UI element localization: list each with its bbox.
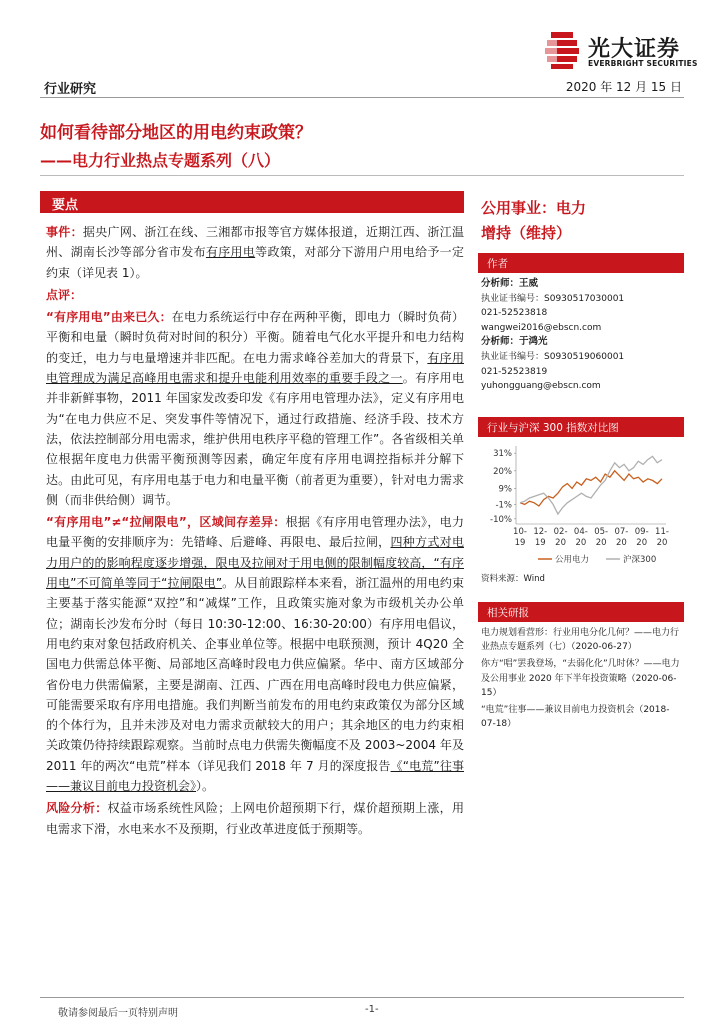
paragraph-origin-underlined: 有序用电管理成为满足高峰用电需求和提升电能利用效率的重要手段之一 (46, 350, 464, 386)
page-number: -1- (365, 1004, 379, 1015)
analyst-cert: 执业证书编号：S0930519060001 (481, 351, 625, 362)
report-date: 2020 年 12 月 15 日 (565, 80, 682, 94)
event-paragraph (46, 222, 464, 283)
legend-label: 沪深300 (623, 555, 657, 565)
x-tick-label: 12- (533, 527, 548, 537)
event-text-end: 等政策，对部分下游用户用电给予一定约束（详见表 1）。 (46, 245, 464, 280)
analyst-phone: 021-52523818 (481, 308, 548, 319)
x-tick-label: 04- (573, 527, 588, 537)
y-tick-label: -1% (495, 500, 512, 511)
analyst-phone: 021-52523819 (481, 366, 548, 377)
comment-label: 点评： (46, 287, 83, 302)
x-tick-label-year: 20 (595, 538, 607, 548)
authors-heading: 作者 (487, 258, 508, 270)
paragraph-difference (46, 512, 464, 796)
event-label: 事件： (46, 225, 83, 239)
rating-level: 增持（维持） (481, 224, 572, 242)
report-type: 行业研究 (44, 82, 97, 97)
x-tick-label-year: 20 (656, 538, 668, 548)
footer-divider (40, 997, 684, 998)
event-text-underlined: 有序用电 (205, 245, 256, 260)
legend-label: 公用电力 (555, 555, 590, 565)
y-tick-label: -10% (490, 514, 512, 525)
analyst-entry (481, 335, 681, 393)
authors-header (478, 253, 684, 273)
analyst-label: 分析师： (481, 336, 520, 348)
analyst-cert: 执业证书编号：S0930517030001 (481, 293, 625, 304)
chart-heading: 行业与沪深 300 指数对比图 (487, 422, 619, 434)
index-comparison-chart (478, 438, 684, 578)
referenced-report-link[interactable]: 《“电荒”往事——兼议目前电力投资机会》 (46, 758, 464, 794)
x-tick-label: 07- (614, 527, 629, 537)
key-points-heading: 要点 (52, 198, 79, 213)
x-tick-label-year: 19 (514, 538, 526, 548)
x-tick-label: 09- (634, 527, 649, 537)
risk-text: 权益市场系统性风险；上网电价超预期下行，煤价超预期上涨，用电需求下滑，水电来水不及预期，行业改革进度低于预期等。 (46, 801, 464, 836)
chart-source: 资料来源：Wind (481, 574, 545, 584)
header-divider (40, 97, 684, 98)
y-tick-label: 20% (493, 466, 512, 477)
report-title: 如何看待部分地区的用电约束政策？ (40, 123, 312, 143)
x-tick-label: 10- (513, 527, 527, 537)
paragraph-origin (46, 307, 464, 510)
event-text: 据央广网、浙江在线、三湘都市报等官方媒体报道，近期江西、浙江温州、湖南长沙等部分省市发布 (46, 225, 464, 260)
x-tick-label-year: 20 (616, 538, 627, 548)
brand-logo (543, 28, 698, 74)
analyst-label: 分析师： (481, 278, 520, 289)
paragraph-origin-text: 在电力系统运行中存在两种平衡，即电力（瞬时负荷）平衡和电量（瞬时负荷对时间的积分）平衡。随着电气化水平提升和电力结构的变迁，电力与电量增速并非匹配。在电力需求峰谷差加大的背景下， (46, 310, 464, 365)
paragraph-difference-text: 根据《有序用电管理办法》，电力电量平衡的安排顺序为：先错峰、后避峰、再限电、最后拉闸， (46, 515, 464, 550)
related-header (478, 602, 684, 622)
paragraph-difference-underlined: 四种方式对电力用户的的影响程度逐步增强，限电及拉闸对于用电侧的限制幅度较高，“有序用电”不可简单等同于“拉闸限电” (46, 535, 464, 591)
x-tick-label-year: 20 (575, 538, 587, 548)
footer-disclaimer[interactable]: 敬请参阅最后一页特别声明 (58, 1008, 178, 1019)
analyst-entry (481, 277, 681, 335)
x-tick-label: 02- (553, 527, 568, 537)
y-tick-label: 9% (498, 484, 512, 495)
series-line-csi300 (520, 456, 662, 514)
chart-svg (478, 438, 684, 572)
x-tick-label-year: 20 (555, 538, 566, 548)
page-footer (40, 997, 684, 1024)
related-reports (481, 626, 684, 734)
brand-name-en: EVERBRIGHT SECURITIES (588, 59, 698, 68)
x-tick-label-year: 20 (636, 538, 648, 548)
paragraph-difference-label: “有序用电”≠“拉闸限电”，区域间存差异： (46, 515, 286, 530)
paragraph-difference-text-end: ）。 (196, 779, 215, 794)
rating-sector: 公用事业：电力 (481, 199, 587, 217)
key-points-body (46, 222, 464, 839)
chart-header (478, 417, 684, 437)
related-report-item[interactable]: 你方“唱”罢我登场，“去弱化化”几时休？——电力及公用事业 2020 年下半年投资策略（2020-06-15） (481, 659, 680, 698)
related-report-item[interactable]: 电力规划看营形：行业用电分化几何？——电力行业热点专题系列（七）（2020-06-27） (481, 628, 680, 653)
paragraph-origin-text-end: 。有序用电并非新鲜事物，2011 年国家发改委印发《有序用电管理办法》，定义有序用电为“在电力供应不足、突发事件等情况下，通过行政措施、经济手段、技术方法，依法控制部分用电需求，维护供用电秩序平稳的管理工作”。各省级相关单位根据年度电力供需平衡预测等因素，确定年度有序用电调控指标并分解下达。由此可见，有序用电基于电力和电量平衡（前者更为重要），针对电力需求侧（而非供给侧）调节。 (46, 371, 464, 507)
everbright-logo-icon (543, 30, 581, 70)
risk-label: 风险分析： (46, 801, 108, 816)
x-tick-label-year: 19 (534, 538, 546, 548)
paragraph-origin-label: “有序用电”由来已久： (46, 310, 172, 325)
brand-name-zh: 光大证券 (588, 37, 681, 62)
related-report-item[interactable]: “电荒”往事——兼议目前电力投资机会（2018-07-18） (481, 705, 670, 730)
x-tick-label: 05- (594, 527, 609, 537)
analyst-email[interactable]: yuhongguang@ebscn.com (481, 381, 601, 392)
title-divider (40, 175, 684, 176)
risk-paragraph (46, 798, 464, 839)
comment-heading (46, 285, 464, 305)
y-tick-label: 31% (493, 449, 512, 460)
key-points-header (40, 191, 464, 213)
analyst-email[interactable]: wangwei2016@ebscn.com (481, 322, 602, 333)
x-tick-label: 11- (655, 527, 669, 537)
analyst-name: 王威 (519, 278, 539, 289)
paragraph-difference-text-mid: 。从目前跟踪样本来看，浙江温州的用电约束主要基于落实能源“双控”和“减煤”工作，且政策实施对象为市级机关办公单位；湖南长沙发布分时（每日 10:30-12:00、16:30-20:00）有序用电倡议，用电约束对象包括政府机关、企事业单位等。根据中电联预测，预计 4Q20 全国电力供需总体平衡、局部地区高峰时段电力供应偏紧。华中、南方区域部分省份电力供需偏紧，主要是湖南、江西、广西在用电高峰时段电力供应偏紧，可能需要采取有序用电措施。我们判断当前发布的用电约束政策仅为部分区域的个体行为，且并未涉及对电力需求贡献较大的用户；其余地区的电力约束相关政策仍待持续跟踪观察。当前时点电力供需失衡幅度不及 2003~2004 年及 2011 年的两次“电荒”样本（详见我们 2018 年 7 月的深度报告 (46, 576, 464, 773)
related-heading: 相关研报 (487, 607, 529, 619)
analyst-name: 于鸿光 (519, 336, 548, 348)
series-line-utilities (520, 471, 662, 506)
analyst-list (481, 277, 681, 394)
report-subtitle: ——电力行业热点专题系列（八） (40, 151, 281, 170)
